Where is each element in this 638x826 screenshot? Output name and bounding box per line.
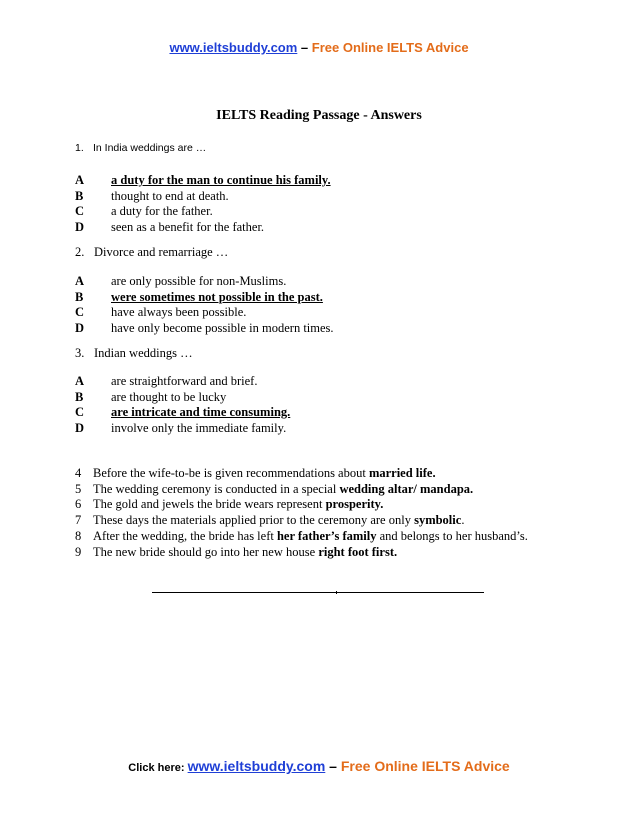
option-a: A are straightforward and brief. xyxy=(75,374,258,388)
statement-9: 9 The new bride should go into her new house right foot first. xyxy=(75,544,398,559)
option-d: D involve only the immediate family. xyxy=(75,420,287,435)
statement-answer: right foot first. xyxy=(318,544,398,559)
option-a: A are only possible for non-Muslims. xyxy=(75,274,287,288)
statement-answer: married life. xyxy=(368,466,436,480)
header-separator: – xyxy=(297,40,312,55)
page-header xyxy=(0,40,638,55)
question-number: 2. xyxy=(75,245,85,259)
option-c: C are intricate and time consuming. xyxy=(75,405,291,420)
footer-lead: Click here: xyxy=(128,762,188,774)
page-footer xyxy=(0,758,638,776)
statement-6: 6 The gold and jewels the bride wears represent prosperity. xyxy=(75,497,384,512)
option-d: D seen as a benefit for the father. xyxy=(75,219,265,234)
question-text: Indian weddings … xyxy=(94,346,193,360)
correct-answer: were sometimes not possible in the past. xyxy=(111,289,323,304)
statement-5: 5 The wedding ceremony is conducted in a special wedding altar/ mandapa. xyxy=(75,481,474,496)
question-1 xyxy=(75,142,206,154)
question-text: In India weddings are … xyxy=(93,142,207,154)
footer-link[interactable]: www.ieltsbuddy.com xyxy=(187,758,326,774)
statement-answer: symbolic xyxy=(414,513,462,528)
footer-separator: – xyxy=(325,758,341,774)
divider-tick xyxy=(336,591,337,594)
header-tagline: Free Online IELTS Advice xyxy=(311,40,469,55)
statement-list xyxy=(75,466,528,560)
option-b: B were sometimes not possible in the past. xyxy=(75,289,323,304)
question-1-options xyxy=(75,173,331,235)
option-b: B are thought to be lucky xyxy=(75,389,227,404)
header-link[interactable]: www.ieltsbuddy.com xyxy=(169,40,298,55)
option-c: C have always been possible. xyxy=(75,305,247,320)
statement-7: 7 These days the materials applied prior to the ceremony are only symbolic. xyxy=(75,513,465,528)
correct-answer: a duty for the man to continue his family. xyxy=(111,173,331,187)
option-a: A a duty for the man to continue his family. xyxy=(75,173,331,187)
divider-line xyxy=(152,592,484,593)
statement-answer: wedding altar/ mandapa. xyxy=(339,481,474,496)
statement-4: 4 Before the wife-to-be is given recommendations about married life. xyxy=(75,466,436,480)
question-text: Divorce and remarriage … xyxy=(94,245,229,259)
question-3 xyxy=(75,346,193,361)
question-number: 1. xyxy=(75,142,84,154)
question-2-options xyxy=(75,274,334,336)
option-b: B thought to end at death. xyxy=(75,188,229,203)
option-c: C a duty for the father. xyxy=(75,204,213,219)
statement-8: 8 After the wedding, the bride has left her father’s family and belongs to her husband’s. xyxy=(75,528,528,543)
question-3-options xyxy=(75,374,290,436)
question-number: 3. xyxy=(75,346,85,360)
correct-answer: are intricate and time consuming. xyxy=(111,405,291,420)
page-title: IELTS Reading Passage - Answers xyxy=(216,108,422,123)
question-2 xyxy=(75,245,228,260)
option-d: D have only become possible in modern times. xyxy=(75,320,334,335)
footer-tagline: Free Online IELTS Advice xyxy=(340,758,510,774)
statement-answer: her father’s family xyxy=(276,528,377,543)
statement-answer: prosperity. xyxy=(325,497,384,512)
